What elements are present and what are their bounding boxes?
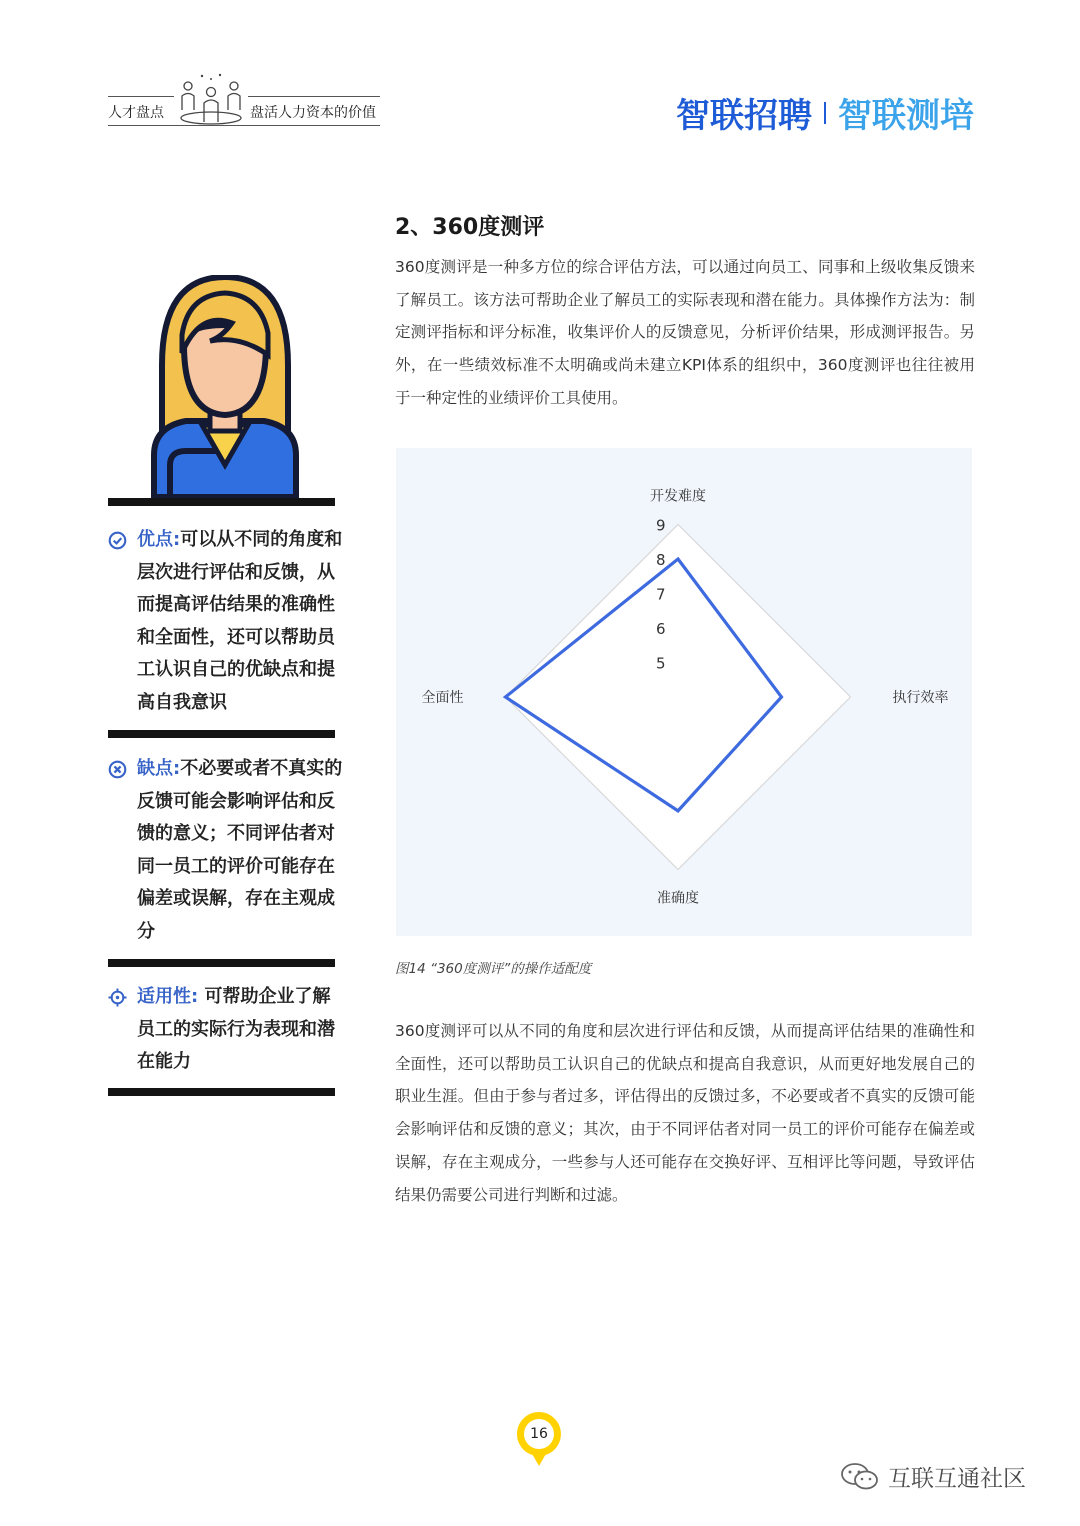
header-rule — [248, 96, 380, 97]
x-circle-icon — [108, 760, 127, 779]
watermark — [840, 1460, 1026, 1493]
cons-text: 不必要或者不真实的反馈可能会影响评估和反馈的意义；不同评估者对同一员工的评价可能存在偏差或误解，存在主观成分 — [137, 758, 343, 942]
divider-bar — [108, 959, 335, 967]
radar-axis-label: 开发难度 — [650, 488, 706, 505]
pros-text: 可以从不同的角度和层次进行评估和反馈，从而提高评估结果的准确性和全面性，还可以帮助员工认识自己的优缺点和提高自我意识 — [137, 529, 343, 713]
divider-bar — [108, 1088, 335, 1096]
radar-chart — [396, 448, 972, 936]
radar-axis-label: 准确度 — [657, 890, 699, 907]
radar-tick-label: 6 — [656, 620, 666, 638]
section-title: 2、360度测评 — [395, 215, 545, 240]
target-icon — [108, 988, 127, 1007]
brand-separator — [824, 102, 826, 124]
applicability-label: 适用性: — [137, 986, 199, 1007]
divider-bar — [108, 730, 335, 738]
intro-paragraph: 360度测评是一种多方位的综合评估方法，可以通过向员工、同事和上级收集反馈来了解员工。该方法可帮助企业了解员工的实际表现和潜在能力。具体操作方法为：制定测评指标和评分标准，收集评价人的反馈意见，分析评价结果，形成测评报告。另外，在一些绩效标准不太明确或尚未建立KPI体系的组织中，360度测评也往往被用于一种定性的业绩评价工具使用。 — [395, 258, 975, 407]
applicability-text: 可帮助企业了解员工的实际行为表现和潜在能力 — [137, 986, 335, 1072]
divider-bar — [108, 498, 335, 506]
radar-tick-label: 5 — [656, 654, 666, 673]
check-circle-icon — [108, 531, 127, 550]
cons-block — [108, 753, 344, 948]
radar-grid-ring — [506, 525, 851, 870]
radar-tick-label: 8 — [656, 551, 666, 569]
brand-logos — [676, 88, 974, 137]
conclusion-paragraph: 360度测评可以从不同的角度和层次进行评估和反馈，从而提高评估结果的准确性和全面性，还可以帮助员工认识自己的优缺点和提高自我意识，从而更好地发展自己的职业生涯。但由于参与者过多，评估得出的反馈过多，不必要或者不真实的反馈可能会影响评估和反馈的意义；其次，由于不同评估者对同一员工的评价可能存在偏差或误解，存在主观成分，一些参与人还可能存在交换好评、互相评比等问题，导致评估结果仍需要公司进行判断和过滤。 — [395, 1022, 975, 1204]
header-right-text: 盘活人力资本的价值 — [250, 105, 376, 121]
header-rule — [108, 96, 174, 97]
figure-caption: 图14 “360度测评”的操作适配度 — [395, 961, 592, 977]
radar-tick-label: 9 — [656, 516, 666, 535]
radar-tick-label: 7 — [656, 585, 666, 604]
page-number: 16 — [530, 1426, 548, 1442]
cons-label: 缺点: — [137, 758, 181, 779]
header-left — [108, 72, 380, 130]
people-icon — [172, 72, 250, 128]
wechat-icon — [840, 1462, 880, 1492]
radar-chart-panel — [396, 448, 972, 936]
applicability-block — [108, 981, 344, 1079]
brand-zhaopin: 智联招聘 — [676, 96, 812, 136]
header-left-text: 人才盘点 — [108, 105, 164, 121]
pros-label: 优点: — [137, 529, 181, 550]
radar-axis-label: 全面性 — [421, 690, 464, 706]
watermark-text: 互联互通社区 — [888, 1466, 1026, 1492]
woman-avatar-illustration — [140, 275, 310, 500]
pros-block — [108, 524, 344, 719]
radar-axis-label: 执行效率 — [892, 690, 949, 706]
brand-cepei: 智联测培 — [838, 96, 974, 136]
